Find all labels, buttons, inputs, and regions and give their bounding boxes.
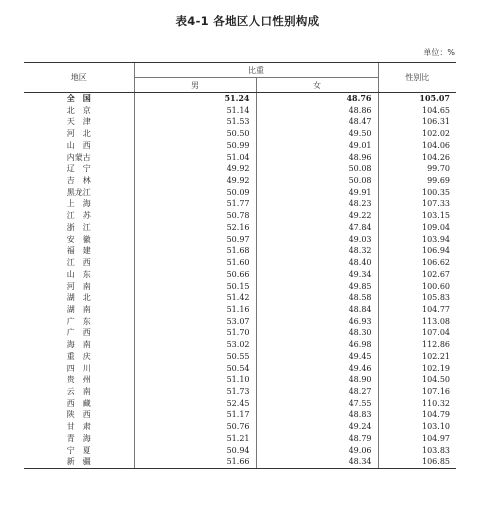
sex-ratio-cell: 106.62: [378, 257, 456, 269]
female-cell: 48.90: [256, 374, 378, 386]
female-cell: 49.85: [256, 281, 378, 293]
table-row: [24, 175, 456, 187]
table-row: [24, 210, 456, 222]
sex-ratio-cell: 104.06: [378, 140, 456, 152]
female-cell: 48.96: [256, 152, 378, 164]
female-cell: 48.79: [256, 433, 378, 445]
male-cell: 53.07: [134, 316, 256, 328]
sex-ratio-cell: 104.97: [378, 433, 456, 445]
female-cell: 48.83: [256, 409, 378, 421]
male-cell: 51.60: [134, 257, 256, 269]
region-cell: 新 疆: [24, 456, 134, 468]
male-cell: 51.53: [134, 116, 256, 128]
sex-ratio-cell: 104.65: [378, 105, 456, 117]
male-cell: 50.55: [134, 351, 256, 363]
region-cell: 河 北: [66, 129, 91, 139]
region-cell: 上 海: [66, 199, 91, 209]
table-row: [24, 363, 456, 375]
male-cell: 51.73: [134, 386, 256, 398]
region-cell: 天 津: [66, 117, 91, 127]
female-cell: 48.76: [256, 93, 378, 105]
female-cell: 47.55: [256, 398, 378, 410]
female-cell: 49.01: [256, 140, 378, 152]
sex-ratio-cell: 104.50: [378, 374, 456, 386]
male-cell: 50.15: [134, 281, 256, 293]
sex-ratio-cell: 105.83: [378, 292, 456, 304]
region-cell: 甘 肃: [66, 422, 91, 432]
male-cell: 52.16: [134, 222, 256, 234]
female-cell: 49.06: [256, 445, 378, 457]
female-cell: 46.98: [256, 339, 378, 351]
male-cell: 51.14: [134, 105, 256, 117]
table-row: [24, 245, 456, 257]
region-cell: 浙 江: [66, 222, 91, 232]
table-row: [24, 234, 456, 246]
sex-ratio-cell: 102.67: [378, 269, 456, 281]
male-cell: 51.70: [134, 327, 256, 339]
female-cell: 49.50: [256, 128, 378, 140]
male-cell: 51.66: [134, 456, 256, 468]
table-row: [24, 386, 456, 398]
sex-ratio-cell: 106.31: [378, 116, 456, 128]
region-cell: 江 西: [66, 258, 91, 268]
male-cell: 49.92: [134, 163, 256, 175]
table-row: [24, 456, 456, 468]
male-cell: 51.68: [134, 245, 256, 257]
table-row: [24, 163, 456, 175]
sex-ratio-cell: 107.16: [378, 386, 456, 398]
region-cell: 全 国: [66, 94, 91, 103]
region-cell: 河 南: [66, 281, 91, 291]
table-row: [24, 269, 456, 281]
male-cell: 50.66: [134, 269, 256, 281]
sex-ratio-cell: 103.10: [378, 421, 456, 433]
female-cell: 46.93: [256, 316, 378, 328]
region-cell: 广 西: [66, 328, 91, 338]
region-cell: 北 京: [66, 105, 91, 115]
sex-ratio-cell: 109.04: [378, 222, 456, 234]
region-cell: 宁 夏: [66, 445, 91, 455]
region-cell: 安 徽: [66, 234, 91, 244]
male-cell: 51.42: [134, 292, 256, 304]
region-cell: 黑龙江: [66, 187, 91, 197]
table-row: [24, 327, 456, 339]
region-cell: 江 苏: [66, 211, 91, 221]
table-row: [24, 198, 456, 210]
table-row: [24, 222, 456, 234]
table-row: [24, 433, 456, 445]
female-cell: 48.34: [256, 456, 378, 468]
region-cell: 云 南: [66, 386, 91, 396]
male-cell: 50.94: [134, 445, 256, 457]
sex-ratio-cell: 99.69: [378, 175, 456, 187]
table-row: [24, 257, 456, 269]
sex-ratio-cell: 112.86: [378, 339, 456, 351]
female-cell: 48.47: [256, 116, 378, 128]
table-row: [24, 351, 456, 363]
sex-ratio-cell: 106.85: [378, 456, 456, 468]
male-cell: 51.17: [134, 409, 256, 421]
table-row: [24, 128, 456, 140]
male-cell: 50.09: [134, 187, 256, 199]
region-cell: 山 东: [66, 269, 91, 279]
region-cell: 广 东: [66, 316, 91, 326]
header-ratio: 比重: [134, 63, 378, 78]
male-cell: 50.54: [134, 363, 256, 375]
female-cell: 49.03: [256, 234, 378, 246]
table-title: 表4-1 各地区人口性别构成: [175, 14, 320, 28]
region-cell: 湖 北: [66, 293, 91, 303]
female-cell: 48.86: [256, 105, 378, 117]
male-cell: 51.04: [134, 152, 256, 164]
sex-ratio-cell: 110.32: [378, 398, 456, 410]
table-row: [24, 140, 456, 152]
sex-ratio-cell: 102.19: [378, 363, 456, 375]
sex-ratio-cell: 103.94: [378, 234, 456, 246]
male-cell: 53.02: [134, 339, 256, 351]
header-female: 女: [256, 78, 378, 93]
region-cell: 重 庆: [66, 351, 91, 361]
female-cell: 48.58: [256, 292, 378, 304]
male-cell: 51.77: [134, 198, 256, 210]
header-region: 地区: [24, 63, 134, 93]
table-row: [24, 292, 456, 304]
region-cell: 山 西: [66, 140, 91, 150]
table-row: [24, 339, 456, 351]
female-cell: 49.34: [256, 269, 378, 281]
sex-ratio-cell: 113.08: [378, 316, 456, 328]
header-sex-ratio: 性别比: [378, 63, 456, 93]
sex-ratio-cell: 100.35: [378, 187, 456, 199]
female-cell: 48.30: [256, 327, 378, 339]
table-row: [24, 187, 456, 199]
region-cell: 西 藏: [66, 398, 91, 408]
sex-ratio-cell: 103.83: [378, 445, 456, 457]
region-cell: 青 海: [66, 433, 91, 443]
table-row-national: [24, 93, 456, 105]
header-male: 男: [134, 78, 256, 93]
female-cell: 49.22: [256, 210, 378, 222]
region-cell: 海 南: [66, 340, 91, 350]
sex-ratio-cell: 105.07: [378, 93, 456, 105]
region-cell: 湖 南: [66, 304, 91, 314]
region-cell: 四 川: [66, 363, 91, 373]
table-row: [24, 116, 456, 128]
sex-ratio-cell: 104.26: [378, 152, 456, 164]
sex-ratio-cell: 104.79: [378, 409, 456, 421]
table-row: [24, 421, 456, 433]
male-cell: 50.76: [134, 421, 256, 433]
sex-ratio-cell: 103.15: [378, 210, 456, 222]
male-cell: 50.97: [134, 234, 256, 246]
male-cell: 50.99: [134, 140, 256, 152]
female-cell: 49.91: [256, 187, 378, 199]
male-cell: 50.50: [134, 128, 256, 140]
table-row: [24, 304, 456, 316]
female-cell: 49.46: [256, 363, 378, 375]
male-cell: 51.16: [134, 304, 256, 316]
region-cell: 辽 宁: [66, 164, 91, 174]
region-cell: 内蒙古: [66, 152, 91, 162]
female-cell: 48.84: [256, 304, 378, 316]
region-cell: 陕 西: [66, 410, 91, 420]
region-cell: 福 建: [66, 246, 91, 256]
data-table: [24, 62, 456, 469]
table-row: [24, 445, 456, 457]
female-cell: 48.27: [256, 386, 378, 398]
sex-ratio-cell: 102.02: [378, 128, 456, 140]
table-row: [24, 374, 456, 386]
male-cell: 52.45: [134, 398, 256, 410]
female-cell: 49.45: [256, 351, 378, 363]
male-cell: 51.10: [134, 374, 256, 386]
sex-ratio-cell: 99.70: [378, 163, 456, 175]
male-cell: 51.24: [134, 93, 256, 105]
sex-ratio-cell: 102.21: [378, 351, 456, 363]
male-cell: 50.78: [134, 210, 256, 222]
male-cell: 51.21: [134, 433, 256, 445]
female-cell: 49.24: [256, 421, 378, 433]
table-row: [24, 398, 456, 410]
female-cell: 50.08: [256, 163, 378, 175]
sex-ratio-cell: 106.94: [378, 245, 456, 257]
sex-ratio-cell: 104.77: [378, 304, 456, 316]
unit-label: 单位：%: [423, 48, 455, 57]
female-cell: 48.32: [256, 245, 378, 257]
male-cell: 49.92: [134, 175, 256, 187]
female-cell: 47.84: [256, 222, 378, 234]
region-cell: 吉 林: [66, 176, 91, 186]
female-cell: 48.23: [256, 198, 378, 210]
female-cell: 48.40: [256, 257, 378, 269]
sex-ratio-cell: 107.33: [378, 198, 456, 210]
table-row: [24, 409, 456, 421]
sex-ratio-cell: 107.04: [378, 327, 456, 339]
table-row: [24, 316, 456, 328]
table-body: [24, 93, 456, 469]
region-cell: 贵 州: [66, 375, 91, 385]
table-row: [24, 281, 456, 293]
table-row: [24, 105, 456, 117]
sex-ratio-cell: 100.60: [378, 281, 456, 293]
female-cell: 50.08: [256, 175, 378, 187]
table-row: [24, 152, 456, 164]
